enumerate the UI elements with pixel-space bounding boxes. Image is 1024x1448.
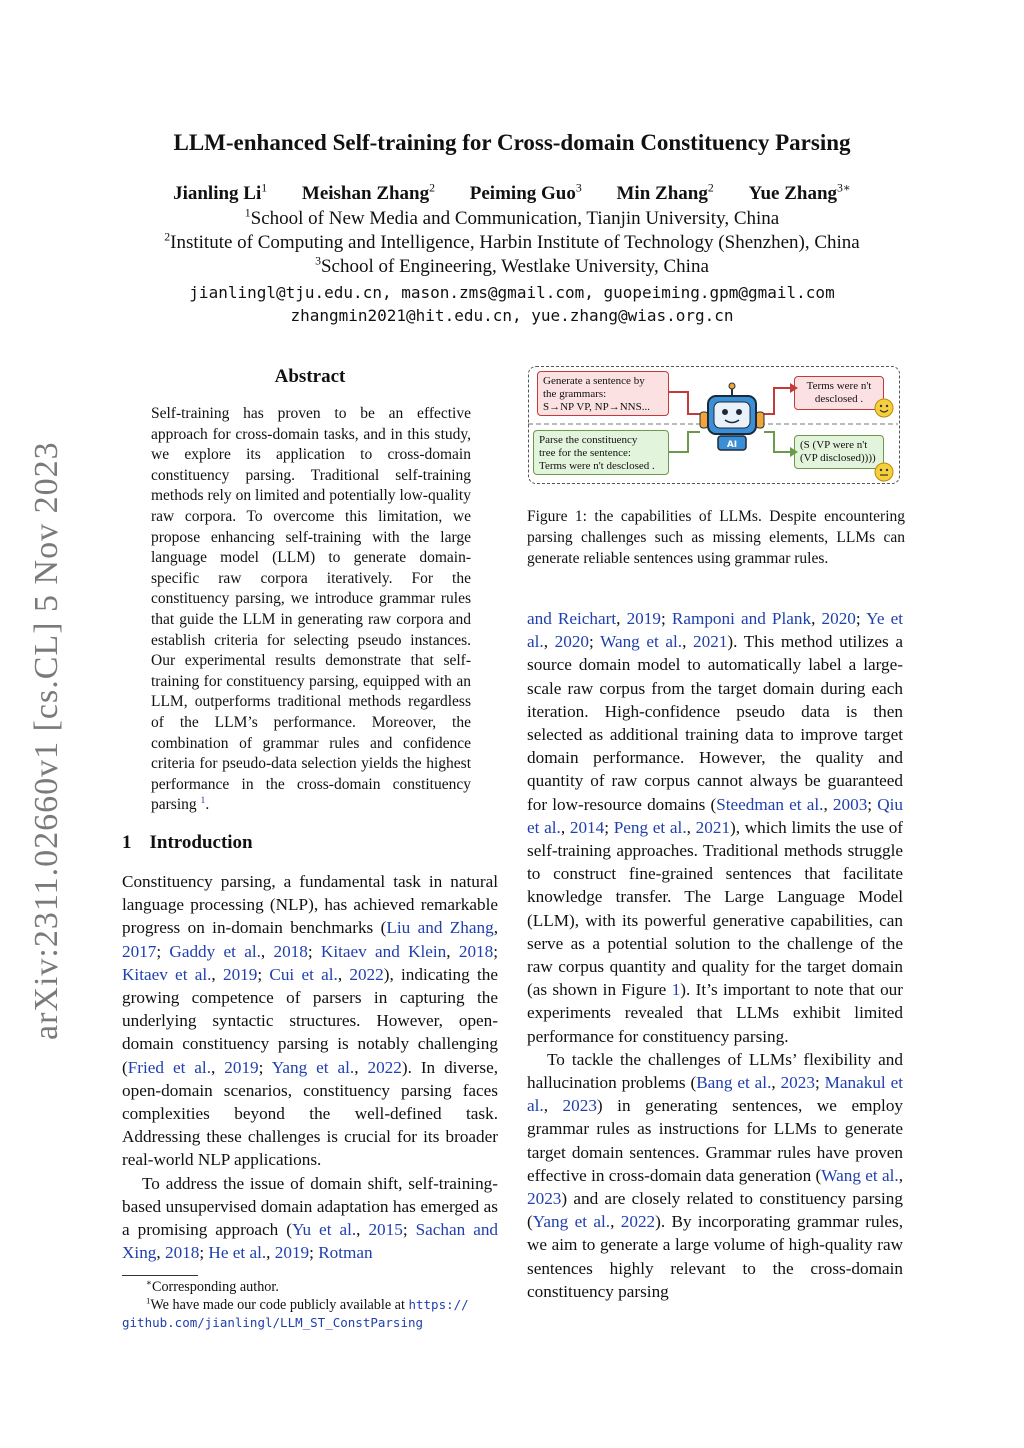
text-run: ; xyxy=(402,1220,416,1240)
text-run: ; xyxy=(156,941,170,961)
citation-link[interactable]: Steedman et al. xyxy=(716,794,824,814)
text-run: ; xyxy=(257,964,270,984)
text-run: ; xyxy=(814,1073,825,1093)
prompt-parse-box: Parse the constituency tree for the sentence: Terms were n't desclosed . xyxy=(533,430,669,475)
text-run: Constituency parsing, a fundamental task in natural language processing (NLP), has achieved remarkable progress on in-domain benchmarks ( xyxy=(122,872,498,938)
citation-link[interactable]: Ye et al. xyxy=(527,609,903,652)
author-list xyxy=(0,183,1024,205)
citation-link[interactable]: Yang et al. xyxy=(532,1212,611,1232)
citation-link[interactable]: 2019 xyxy=(626,609,661,628)
citation-link[interactable]: Yu et al. xyxy=(291,1220,357,1240)
citation-link[interactable]: 1 xyxy=(671,980,681,1000)
affiliation: $^1$School of New Media and Communication, Tianjin University, China xyxy=(244,206,780,229)
text-run: , xyxy=(610,1212,621,1232)
citation-link[interactable]: 2022 xyxy=(620,1212,656,1232)
citation-link[interactable]: Wang et al. xyxy=(600,632,683,652)
text-run: ; xyxy=(493,941,498,961)
text-run: , xyxy=(211,964,223,984)
citation-link[interactable]: 2021 xyxy=(695,817,731,837)
text-run: , xyxy=(771,1073,781,1093)
text-run: , xyxy=(211,1057,225,1077)
author: Yue Zhang$^{3∗}$ xyxy=(748,181,851,204)
citation-link[interactable]: Gaddy et al. xyxy=(169,941,261,961)
text-run: To address the issue of domain shift, self-training-based unsupervised domain adaptation has emerged as a promising approach ( xyxy=(122,1173,498,1240)
paragraph xyxy=(527,607,903,1048)
text-run: , xyxy=(337,964,350,984)
paragraph xyxy=(122,1172,498,1265)
citation-link[interactable]: Wang et al. xyxy=(821,1165,899,1185)
text-run: , xyxy=(260,941,274,961)
citation-link[interactable]: 2020 xyxy=(554,632,589,652)
citation-link[interactable]: Fried et al. xyxy=(127,1057,212,1077)
author: Peiming Guo$^3$ xyxy=(469,181,582,204)
author: Min Zhang$^2$ xyxy=(616,181,714,204)
email-line: zhangmin2021@hit.edu.cn, yue.zhang@wias.org.cn xyxy=(290,306,734,325)
citation-link[interactable]: 2019 xyxy=(274,1243,310,1263)
citation-link[interactable]: 2018 xyxy=(164,1243,200,1263)
citation-link[interactable]: 2022 xyxy=(367,1057,402,1077)
text-run: ; xyxy=(855,609,867,628)
citation-link[interactable]: 2014 xyxy=(569,817,605,837)
text-run: , xyxy=(493,918,499,938)
citation-link[interactable]: Kitaev et al. xyxy=(122,964,212,984)
citation-link[interactable]: Peng et al. xyxy=(613,817,687,837)
citation-link[interactable]: 2023 xyxy=(780,1073,815,1093)
affiliation: $^3$School of Engineering, Westlake University, China xyxy=(315,254,709,277)
text-run: , xyxy=(446,941,459,961)
citation-link[interactable]: 2017 xyxy=(122,941,157,961)
citation-link[interactable]: 2003 xyxy=(832,794,868,814)
footnote-link[interactable]: 1 xyxy=(200,795,206,807)
text-run: To tackle the challenges of LLMs’ flexibility and hallucination problems ( xyxy=(527,1049,903,1093)
text-run: ; xyxy=(604,817,614,837)
author: Jianling Li$^1$ xyxy=(173,181,268,204)
citation-link[interactable]: He et al. xyxy=(208,1243,267,1263)
footnote: $^1$We have made our code publicly available at https:// github.com/jianlingl/LLM_ST_ConstParsing xyxy=(122,1295,469,1330)
text-run: , xyxy=(560,817,570,837)
right-column-text xyxy=(527,607,903,1303)
paragraph xyxy=(122,870,498,1172)
left-column-text xyxy=(122,870,498,1264)
generated-sentence-box: Terms were n't desclosed . xyxy=(794,376,884,410)
citation-link[interactable]: Qiu et al. xyxy=(527,794,904,837)
neutral-face-icon xyxy=(875,463,893,481)
text-run: , xyxy=(156,1243,165,1263)
text-run: ; xyxy=(258,1057,272,1077)
citation-link[interactable]: 2022 xyxy=(349,964,384,984)
text-run: ). By incorporating grammar rules, we aim to generate a large volume of high-quality raw sentences highly relevant to the cross-domain constituency parsing xyxy=(527,1212,903,1301)
paragraph xyxy=(527,1048,903,1303)
citation-link[interactable]: 2023 xyxy=(527,1189,562,1209)
prompt-generate-box: Generate a sentence by the grammars: S→NP VP, NP→NNS... xyxy=(537,371,669,416)
text-run: ), which limits the use of self-training approaches. Traditional methods struggle to construct fine-grained sentences that facilitate knowledge transfer. The Large Language Model (LLM), with its powerful generative capabilities, can serve as a potential solution to the challenge of the raw corpus quantity and quality for the target domain (as shown in Figure xyxy=(527,817,904,1000)
citation-link[interactable]: 2020 xyxy=(821,609,856,628)
email-line: jianlingl@tju.edu.cn, mason.zms@gmail.com, guopeiming.gpm@gmail.com xyxy=(189,283,835,302)
text-run: , xyxy=(682,632,694,652)
text-run: ; xyxy=(307,941,321,961)
parse-result-box: (S (VP were n't (VP disclosed)))) xyxy=(794,435,884,469)
text-run: , xyxy=(811,609,822,628)
affiliation: $^2$Institute of Computing and Intelligence, Harbin Institute of Technology (Shenzhen), China xyxy=(164,230,860,253)
citation-link[interactable]: Cui et al. xyxy=(269,964,338,984)
text-run: ; xyxy=(199,1243,209,1263)
figure-caption: Figure 1: the capabilities of LLMs. Despite encountering parsing challenges such as missing elements, LLMs can generate reliable sentences using grammar rules. xyxy=(527,508,905,567)
smiley-icon xyxy=(875,399,893,417)
abstract-heading: Abstract xyxy=(274,366,346,387)
citation-link[interactable]: Manakul et al. xyxy=(527,1073,903,1116)
text-run: ). It’s important to note that our experiments revealed that LLMs exhibit limited performance for constituency parsing. xyxy=(527,980,903,1046)
text-run: ; xyxy=(309,1243,319,1263)
text-run: ; xyxy=(589,632,601,652)
abstract-text: Self-training has proven to be an effective approach for cross-domain tasks, and in this study, we explore its application to cross-domain constituency parsing. Traditional self-training methods rely on limited and potentially low-quality raw corpora. To overcome this limitation, we propose enhancing self-training with the large language model (LLM) to generate domain-specific raw corpora iteratively. For the constituency parsing, we introduce grammar rules that guide the LLM in generating raw corpora and establish criteria for selecting pseudo instances. Our experimental results demonstrate that self-training for constituency parsing, equipped with an LLM, outperforms traditional methods regardless of the LLM’s performance. Moreover, the combination of grammar rules and confidence criteria for pseudo-data selection yields the highest performance in the cross-domain constituency parsing $^1$. xyxy=(151,405,471,814)
figure-1 xyxy=(528,366,900,484)
text-run: , xyxy=(543,1096,563,1116)
citation-link[interactable]: Sachan and Xing xyxy=(122,1220,499,1263)
citation-link[interactable]: 2018 xyxy=(273,941,308,961)
figure-graphics xyxy=(528,366,900,484)
text-run: ; xyxy=(867,794,878,814)
citation-link[interactable]: 2015 xyxy=(368,1220,403,1240)
text-run: , xyxy=(354,1057,368,1077)
text-run: , xyxy=(823,794,833,814)
text-run: ). In diverse, open-domain scenarios, constituency parsing faces complexities beyond the well-defined task. Addressing these challenges is crucial for its broader real-world NLP applications. xyxy=(122,1057,499,1170)
author: Meishan Zhang$^2$ xyxy=(301,181,436,204)
section-heading: 1 Introduction xyxy=(122,832,253,853)
robot-icon xyxy=(700,383,764,450)
robot-label: AI xyxy=(726,439,737,450)
citation-link[interactable]: and Reichart xyxy=(527,609,617,628)
citation-link[interactable]: Liu and Zhang xyxy=(386,918,494,938)
footnote: ∗Corresponding author. xyxy=(146,1277,279,1295)
text-run: , xyxy=(898,1165,903,1185)
text-run: ; xyxy=(660,609,672,628)
citation-link[interactable]: Ramponi and Plank xyxy=(671,609,812,628)
citation-link[interactable]: 2023 xyxy=(562,1096,597,1116)
citation-link[interactable]: 2018 xyxy=(458,941,494,961)
text-run: , xyxy=(356,1220,369,1240)
text-run: , xyxy=(266,1243,275,1263)
text-run: , xyxy=(616,609,627,628)
citation-link[interactable]: 2019 xyxy=(222,964,258,984)
citation-link[interactable]: Kitaev and Klein xyxy=(320,941,447,961)
code-link[interactable]: github.com/jianlingl/LLM_ST_ConstParsing xyxy=(122,1315,424,1330)
citation-link[interactable]: Rotman xyxy=(318,1243,373,1263)
code-link[interactable]: https:// xyxy=(408,1297,469,1312)
text-run: , xyxy=(543,632,555,652)
citation-link[interactable]: 2019 xyxy=(224,1057,259,1077)
text-run: , xyxy=(686,817,696,837)
citation-link[interactable]: Yang et al. xyxy=(271,1057,355,1077)
citation-link[interactable]: 2021 xyxy=(693,632,728,652)
paper-title: LLM-enhanced Self-training for Cross-domain Constituency Parsing xyxy=(173,130,851,155)
text-run: ), indicating the growing competence of parsers in capturing the underlying syntactic structures. However, open-domain constituency parsing is notably challenging ( xyxy=(122,964,498,1077)
arxiv-identifier: arXiv:2311.02660v1 [cs.CL] 5 Nov 2023 xyxy=(28,441,65,1040)
citation-link[interactable]: Bang et al. xyxy=(696,1073,772,1093)
text-run: ) and are closely related to constituency parsing ( xyxy=(527,1189,903,1232)
text-run: ) in generating sentences, we employ grammar rules as instructions for LLMs to generate target domain sentences. Grammar rules have proven effective in cross-domain data generation ( xyxy=(527,1096,904,1185)
footnote-rule xyxy=(122,1275,198,1276)
text-run: ). This method utilizes a source domain model to automatically label a large-scale raw corpus from the target domain during each iteration. High-confidence pseudo data is then selected as additional training data to improve target domain performance. However, the quality and quantity of raw corpus cannot always be guaranteed for low-resource domains ( xyxy=(527,632,903,814)
